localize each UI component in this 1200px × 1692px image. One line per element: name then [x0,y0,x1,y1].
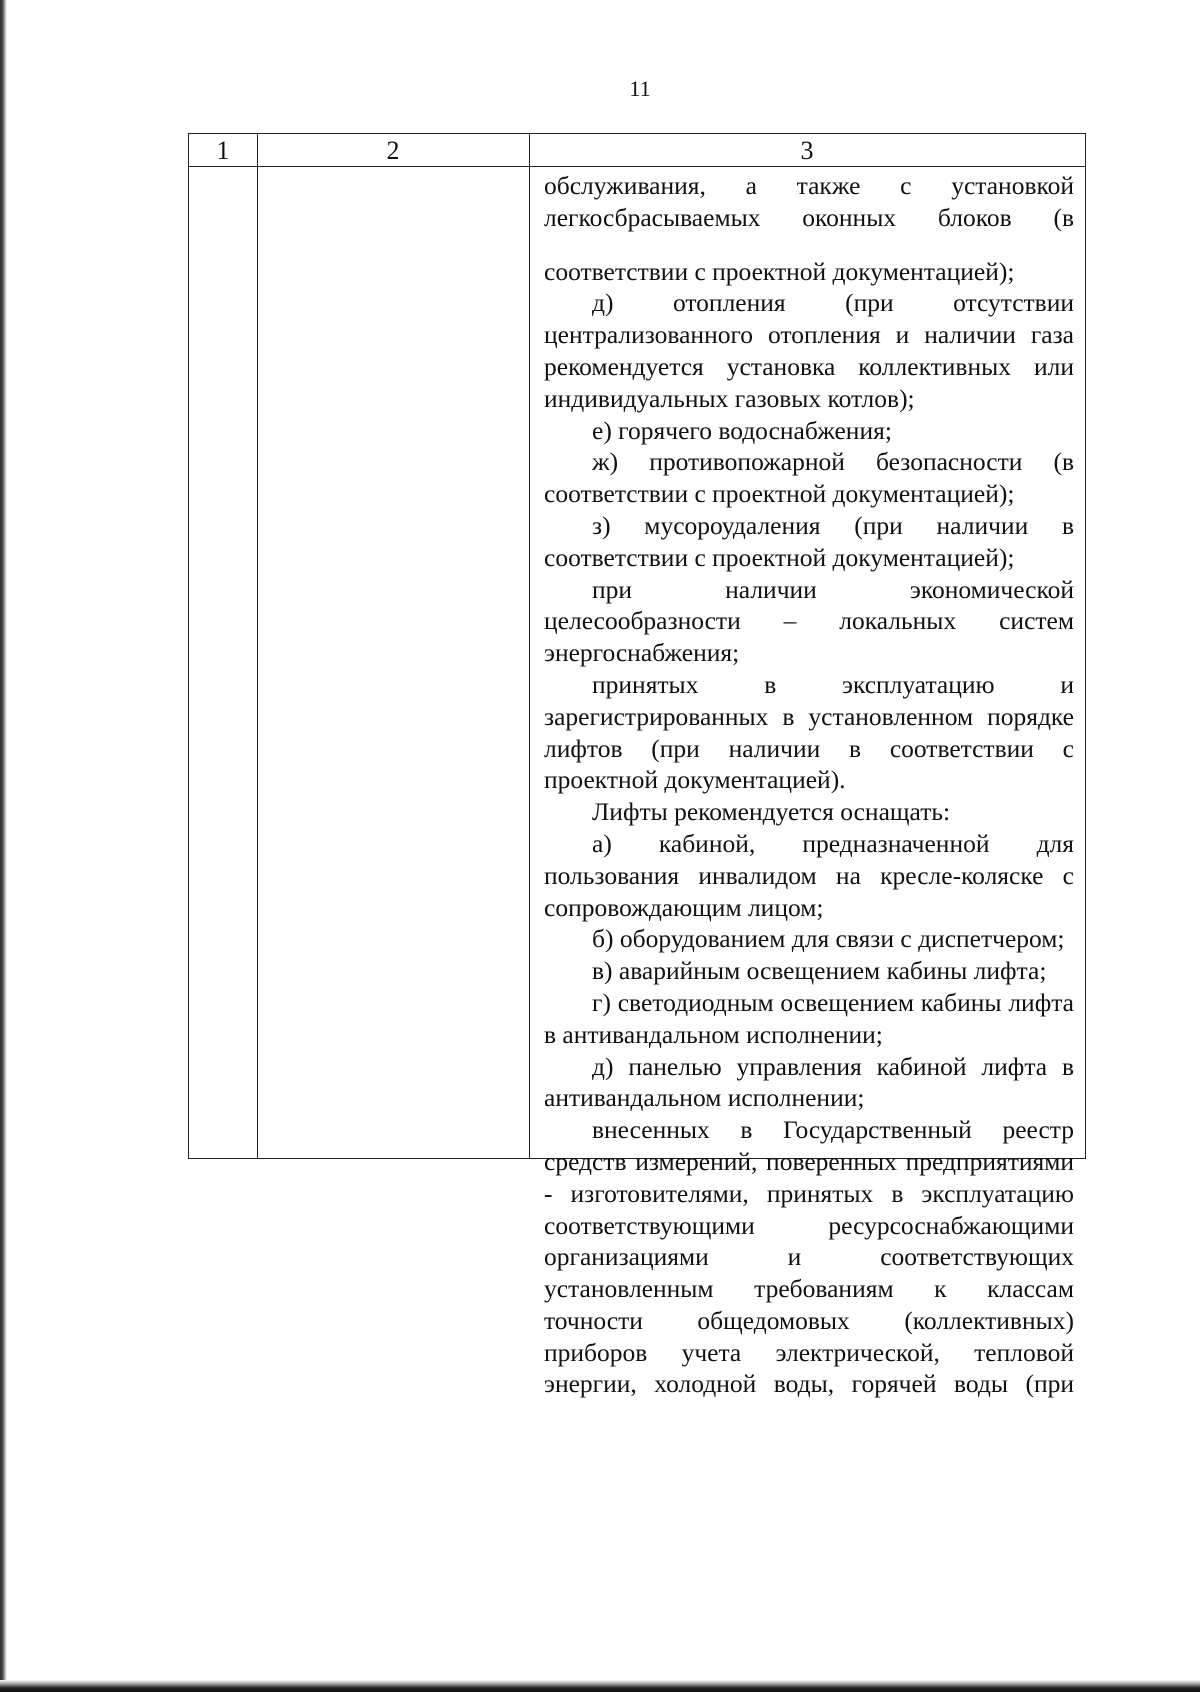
page-number: 11 [629,76,651,101]
document-table [188,133,1086,1399]
column-divider-1 [257,134,258,1158]
paragraph: при наличии экономической целесообразности – локальных систем энергоснабжения; [544,574,1074,668]
scan-left-edge [0,0,7,1692]
paragraph: г) светодиодным освещением кабины лифта в антивандальном исполнении; [544,987,1074,1049]
paragraph: б) оборудованием для связи с диспетчером; [592,924,1065,954]
paragraph: в) аварийным освещением кабины лифта; [592,956,1047,986]
paragraph: з) мусороудаления (при наличии в соответствии с проектной документацией); [544,510,1074,572]
column-header-1: 1 [216,136,230,165]
scan-bottom-edge [0,1680,1200,1692]
paragraph: д) отопления (при отсутствии централизованного отопления и наличии газа рекомендуется установка коллективных или индивидуальных газовых котлов); [544,288,1074,413]
column-divider-2 [529,134,530,1158]
column-header-3: 3 [800,136,814,165]
paragraph: обслуживания, а также с установкой легкосбрасываемых оконных блоков (в [544,171,1074,232]
paragraph: ж) противопожарной безопасности (в соответствии с проектной документацией); [544,447,1074,509]
paragraph: принятых в эксплуатацию и зарегистрированных в установленном порядке лифтов (при наличии в соответствии с проектной документацией). [544,669,1074,795]
column-header-2: 2 [386,136,400,165]
paragraph: е) горячего водоснабжения; [592,415,892,445]
paragraph: д) панелью управления кабиной лифта в антивандальном исполнении; [544,1051,1074,1113]
paragraph: Лифты рекомендуется оснащать: [592,797,951,827]
paragraph: а) кабиной, предназначенной для пользования инвалидом на кресле-коляске с сопровождающим лицом; [544,828,1074,922]
paragraph: соответствии с проектной документацией); [544,256,1015,286]
column-3-text [544,170,1074,1400]
paragraph: внесенных в Государственный реестр средств измерений, поверенных предприятиями - изготовителями, принятых в эксплуатацию соответствующими ресурсоснабжающими организациями и соответствующих установленным требованиям к классам точности общедомовых (коллективных) приборов учета электрической, тепловой энергии, холодной воды, горячей воды (при [544,1115,1074,1399]
header-row-divider [189,166,1085,167]
